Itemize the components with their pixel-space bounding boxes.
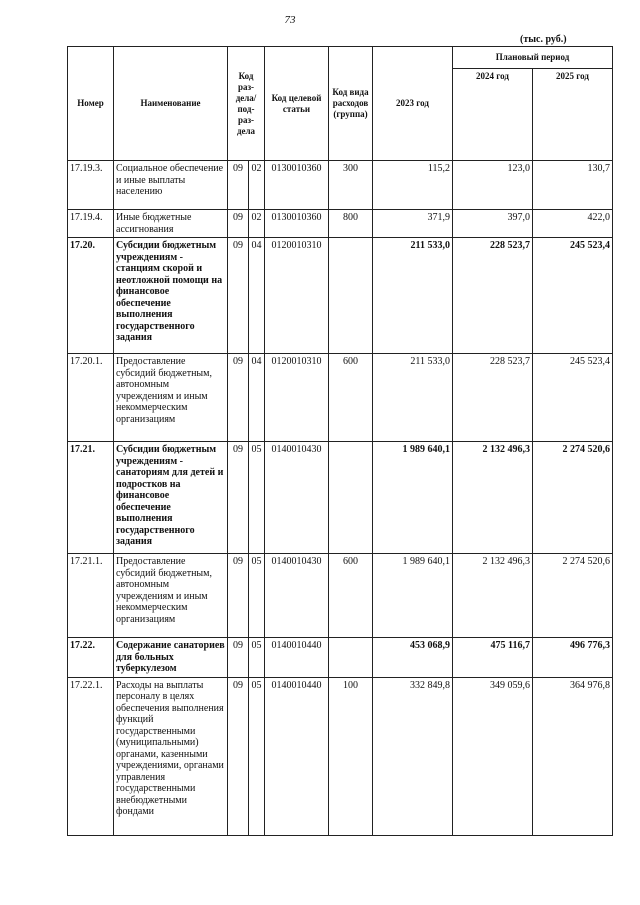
row-name: Предоставление субсидий бюджетным, автономным учреждениям и иным некоммерческим организациям [114,554,228,638]
row-amount-2023: 371,9 [373,210,453,238]
row-amount-2025: 2 274 520,6 [533,442,613,554]
row-target: 0120010310 [265,238,329,354]
row-razdel: 09 [228,554,249,638]
row-podrazdel: 05 [249,442,265,554]
table-row [68,210,613,238]
row-podrazdel: 05 [249,638,265,678]
row-razdel: 09 [228,442,249,554]
row-number: 17.20.1. [68,354,114,442]
table-row [68,554,613,638]
row-amount-2025: 364 976,8 [533,677,613,835]
header-2024: 2024 год [453,69,533,161]
row-amount-2023: 211 533,0 [373,354,453,442]
row-razdel: 09 [228,161,249,210]
row-target: 0140010430 [265,442,329,554]
row-amount-2024: 475 116,7 [453,638,533,678]
row-expense-type: 100 [329,677,373,835]
table-row [68,161,613,210]
row-amount-2024: 397,0 [453,210,533,238]
row-expense-type: 800 [329,210,373,238]
row-target: 0140010440 [265,638,329,678]
row-amount-2023: 332 849,8 [373,677,453,835]
row-razdel: 09 [228,238,249,354]
row-amount-2023: 453 068,9 [373,638,453,678]
row-expense-type: 600 [329,554,373,638]
row-expense-type [329,638,373,678]
row-name: Предоставление субсидий бюджетным, автономным учреждениям и иным некоммерческим организациям [114,354,228,442]
page-number: 73 [284,14,296,26]
row-amount-2023: 115,2 [373,161,453,210]
row-razdel: 09 [228,677,249,835]
budget-table [67,46,613,836]
row-amount-2023: 1 989 640,1 [373,554,453,638]
row-number: 17.21. [68,442,114,554]
table-row [68,638,613,678]
row-number: 17.21.1. [68,554,114,638]
table-row [68,354,613,442]
row-number: 17.19.3. [68,161,114,210]
row-name: Субсидии бюджетным учреждениям - станциям скорой и неотложной помощи на финансовое обеспечение выполнения государственного задания [114,238,228,354]
row-number: 17.22. [68,638,114,678]
row-expense-type: 300 [329,161,373,210]
row-expense-type: 600 [329,354,373,442]
row-target: 0130010360 [265,161,329,210]
row-amount-2025: 245 523,4 [533,354,613,442]
row-amount-2024: 228 523,7 [453,238,533,354]
row-amount-2024: 2 132 496,3 [453,442,533,554]
row-number: 17.20. [68,238,114,354]
row-razdel: 09 [228,354,249,442]
row-podrazdel: 04 [249,354,265,442]
row-amount-2024: 2 132 496,3 [453,554,533,638]
row-podrazdel: 04 [249,238,265,354]
row-amount-2024: 123,0 [453,161,533,210]
row-amount-2025: 130,7 [533,161,613,210]
row-podrazdel: 02 [249,210,265,238]
row-name: Социальное обеспечение и иные выплаты населению [114,161,228,210]
table-row [68,442,613,554]
row-amount-2025: 496 776,3 [533,638,613,678]
row-name: Иные бюджетные ассигнования [114,210,228,238]
header-number: Номер [68,47,114,161]
row-name: Расходы на выплаты персоналу в целях обеспечения выполнения функций государственными (муниципальными) органами, казенными учреждениями, органами управления государственными внебюджетными фондами [114,677,228,835]
row-name: Субсидии бюджетным учреждениям - санаториям для детей и подростков на финансовое обеспечение выполнения государственного задания [114,442,228,554]
row-podrazdel: 05 [249,677,265,835]
row-amount-2024: 349 059,6 [453,677,533,835]
row-amount-2024: 228 523,7 [453,354,533,442]
row-name: Содержание санаториев для больных туберкулезом [114,638,228,678]
row-podrazdel: 05 [249,554,265,638]
header-expense-type: Код вида расходов (группа) [329,47,373,161]
header-name: Наименование [114,47,228,161]
header-section: Код раз-дела/ под-раз-дела [228,47,265,161]
row-amount-2025: 2 274 520,6 [533,554,613,638]
row-amount-2025: 422,0 [533,210,613,238]
row-podrazdel: 02 [249,161,265,210]
table-header [68,47,613,161]
row-target: 0120010310 [265,354,329,442]
row-expense-type [329,238,373,354]
row-target: 0130010360 [265,210,329,238]
row-target: 0140010440 [265,677,329,835]
header-2025: 2025 год [533,69,613,161]
row-amount-2023: 1 989 640,1 [373,442,453,554]
table-body [68,161,613,836]
units-label: (тыс. руб.) [520,34,567,45]
table-row [68,677,613,835]
row-razdel: 09 [228,638,249,678]
row-expense-type [329,442,373,554]
row-number: 17.19.4. [68,210,114,238]
header-planned-period: Плановый период [453,47,613,69]
row-amount-2025: 245 523,4 [533,238,613,354]
header-2023: 2023 год [373,47,453,161]
row-amount-2023: 211 533,0 [373,238,453,354]
header-target: Код целевой статьи [265,47,329,161]
row-target: 0140010430 [265,554,329,638]
table-row [68,238,613,354]
row-razdel: 09 [228,210,249,238]
row-number: 17.22.1. [68,677,114,835]
